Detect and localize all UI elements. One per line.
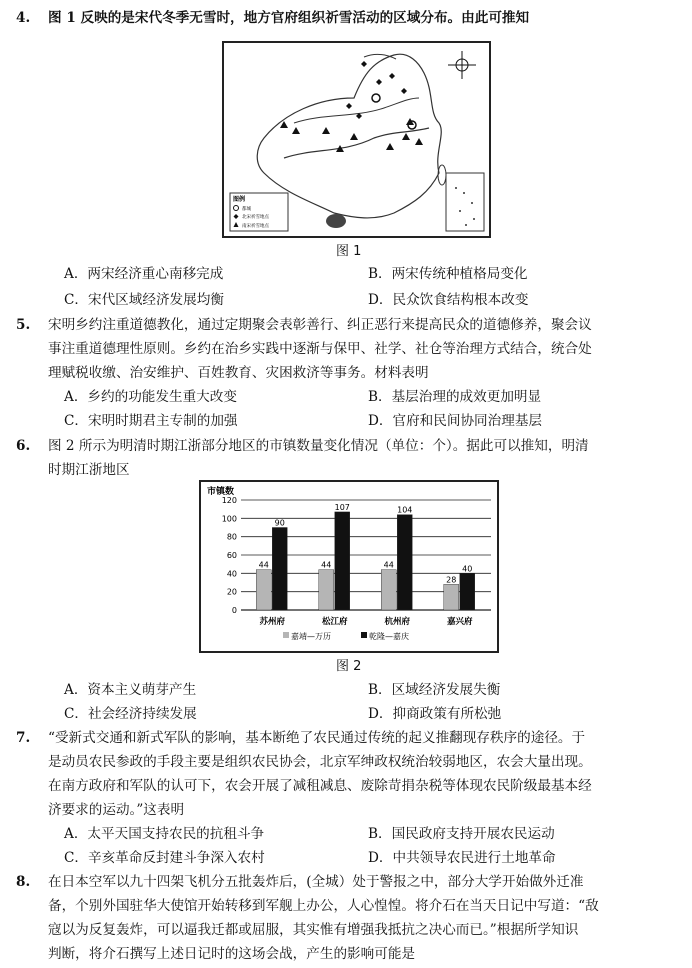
map-legend-title: 图例 — [233, 196, 246, 203]
q7-option-d[interactable]: D．中共领导农民进行土地革命 — [368, 850, 556, 866]
bar-value-label: 44 — [258, 560, 269, 570]
hainan-island — [326, 214, 346, 228]
bar-jiajing-wanli — [256, 570, 271, 610]
q6-number: 6. — [16, 438, 31, 454]
y-tick-label: 40 — [226, 569, 237, 579]
chart-ylabel: 市镇数 — [207, 487, 235, 497]
y-tick-label: 20 — [226, 587, 237, 597]
map-drawing — [224, 43, 489, 236]
q7-stem-line: 是动员农民参政的手段主要是组织农民协会，北京军绅政权统治较弱地区，农会大量出现。 — [48, 754, 592, 770]
q5-option-d[interactable]: D．官府和民间协同治理基层 — [368, 413, 543, 429]
q4-option-c[interactable]: C．宋代区域经济发展均衡 — [64, 292, 224, 308]
compass-icon — [448, 51, 476, 79]
legend-jiajing-wanli: 嘉靖—万历 — [291, 632, 331, 641]
q8-stem-line: 备，个别外国驻华大使馆开始转移到军舰上办公，人心惶惶。将介石在当天日记中写道：“敌 — [48, 898, 599, 914]
q7-stem-line: 在南方政府和军队的认可下，农会开展了减租减息、废除苛捐杂税等体现农民阶级最基本经 — [48, 778, 592, 794]
q6-option-a[interactable]: A．资本主义萌芽产生 — [64, 682, 197, 698]
bar-jiajing-wanli — [319, 570, 334, 610]
q5-stem-line: 理赋税收缴、治安维护、百姓教育、灾困救济等事务。材料表明 — [48, 365, 429, 381]
bar-value-label: 104 — [397, 505, 413, 515]
q5-option-c[interactable]: C．宋明时期君主专制的加强 — [64, 413, 238, 429]
q4-stem: 图 1 反映的是宋代冬季无雪时，地方官府组织祈雪活动的区域分布。由此可推知 — [48, 10, 530, 26]
bar-value-label: 90 — [274, 518, 285, 528]
bar-value-label: 28 — [446, 575, 457, 585]
y-tick-label: 80 — [226, 532, 237, 542]
figure1-caption: 图 1 — [336, 244, 362, 259]
q4-option-b[interactable]: B．两宋传统种植格局变化 — [368, 266, 528, 282]
q5-option-b[interactable]: B．基层治理的成效更加明显 — [368, 389, 542, 405]
q7-stem-line: “受新式交通和新式军队的影响，基本断绝了农民通过传统的起义推翻现存秩序的途径。于 — [48, 730, 586, 746]
q7-number: 7. — [16, 730, 31, 746]
bar-chart-svg — [201, 482, 497, 651]
q5-stem-line: 宋明乡约注重道德教化，通过定期聚会表彰善行、纠正恶行来提高民众的道德修养，聚会议 — [48, 317, 592, 333]
x-category-label: 嘉兴府 — [446, 617, 473, 627]
bar-value-label: 44 — [383, 560, 394, 570]
bar-value-label: 40 — [462, 564, 473, 574]
bar-jiajing-wanli — [444, 584, 459, 610]
q6-option-c[interactable]: C．社会经济持续发展 — [64, 706, 197, 722]
q5-stem-line: 事注重道德理性原则。乡约在治乡实践中逐渐与保甲、社学、社仓等治理方式结合，统合处 — [48, 341, 592, 357]
legend-swatch-jiajing — [283, 632, 289, 638]
bar-value-label: 107 — [334, 502, 350, 512]
song-prayer-map — [222, 41, 491, 238]
bar-jiajing-wanli — [381, 570, 396, 610]
y-tick-label: 60 — [226, 551, 237, 560]
q7-option-b[interactable]: B．国民政府支持开展农民运动 — [368, 826, 555, 842]
q8-stem-line: 判断，将介石撰写上述日记时的这场会战，产生的影响可能是 — [48, 946, 416, 962]
q5-option-a[interactable]: A．乡约的功能发生重大改变 — [64, 389, 237, 405]
bar-qianlong-jiaqing — [335, 512, 350, 610]
q4-option-a[interactable]: A．两宋经济重心南移完成 — [64, 266, 224, 282]
figure2-caption: 图 2 — [336, 659, 362, 674]
bar-qianlong-jiaqing — [272, 528, 287, 611]
southern-song-points — [280, 118, 423, 152]
q4-number: 4. — [16, 10, 31, 26]
bar-value-label: 44 — [321, 560, 332, 570]
q8-stem-line: 寇以为反复轰炸，可以逼我迁都或屈服，其实惟有增强我抵抗之决心而已。”根据所学知识 — [48, 922, 579, 938]
x-category-label: 苏州府 — [259, 617, 286, 627]
legend-northern-label: 北宋祈雪地点 — [242, 215, 269, 220]
x-category-label: 松江府 — [321, 617, 348, 627]
q6-stem-line: 图 2 所示为明清时期江浙部分地区的市镇数量变化情况（单位：个）。据此可以推知，明清 — [48, 438, 589, 454]
q7-stem-line: 济要求的运动。”这表明 — [48, 802, 185, 818]
y-tick-label: 100 — [221, 514, 237, 524]
q8-stem-line: 在日本空军以九十四架飞机分五批轰炸后，(全城）处于警报之中，部分大学开始做外迁准 — [48, 874, 584, 890]
x-category-label: 杭州府 — [384, 617, 411, 627]
q6-option-d[interactable]: D．抑商政策有所松弛 — [368, 706, 502, 722]
q8-number: 8. — [16, 874, 31, 890]
q4-option-d[interactable]: D．民众饮食结构根本改变 — [368, 292, 529, 308]
q7-option-c[interactable]: C．辛亥革命反封建斗争深入农村 — [64, 850, 265, 866]
legend-capital-label: 都城 — [242, 207, 251, 212]
bar-qianlong-jiaqing — [397, 515, 412, 610]
bar-qianlong-jiaqing — [460, 573, 475, 610]
y-tick-label: 0 — [231, 606, 237, 615]
legend-swatch-qianlong — [361, 632, 367, 638]
capital-kaifeng — [372, 94, 380, 102]
q6-option-b[interactable]: B．区域经济发展失衡 — [368, 682, 501, 698]
legend-qianlong-jiaqing: 乾隆—嘉庆 — [369, 632, 409, 641]
y-tick-label: 120 — [221, 496, 237, 505]
market-town-chart — [199, 480, 499, 653]
q5-number: 5. — [16, 317, 31, 333]
legend-southern-label: 南宋祈雪地点 — [242, 224, 269, 229]
q7-option-a[interactable]: A．太平天国支持农民的抗租斗争 — [64, 826, 265, 842]
q6-stem-line: 时期江浙地区 — [48, 462, 130, 478]
